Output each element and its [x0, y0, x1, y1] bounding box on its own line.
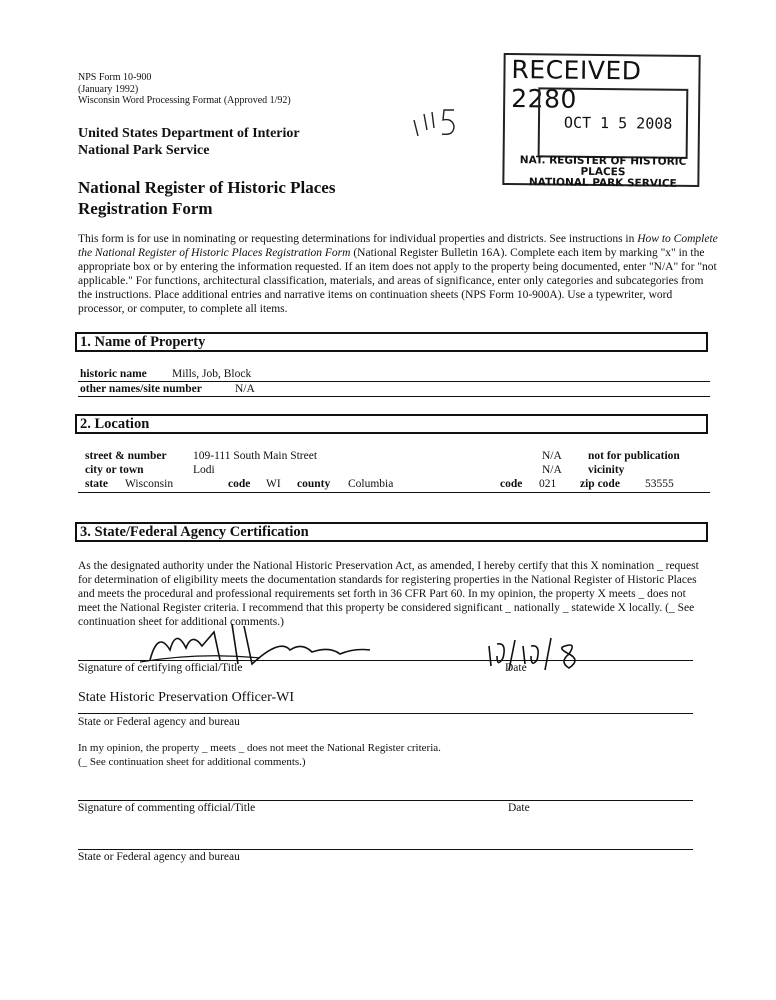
- section-3-title: 3. State/Federal Agency Certification: [80, 524, 309, 540]
- title-line-2: Registration Form: [78, 199, 213, 218]
- title-line-1: National Register of Historic Places: [78, 178, 336, 197]
- divider: [78, 396, 710, 397]
- handwritten-number: [410, 106, 466, 140]
- form-number: NPS Form 10-900: [78, 72, 152, 83]
- intro-text-1: This form is for use in nominating or requesting determinations for individual properties and districts. See instructions in: [78, 233, 638, 245]
- agency-label: State or Federal agency and bureau: [78, 716, 240, 728]
- certifying-signature-label: Signature of certifying official/Title: [78, 662, 243, 674]
- other-names-value: N/A: [235, 383, 255, 395]
- form-title: [78, 177, 335, 219]
- handwritten-date: [485, 636, 595, 676]
- stamp-date: OCT 1 5 2008: [563, 113, 673, 133]
- received-stamp: [502, 53, 700, 190]
- not-for-publication: not for publication: [588, 450, 680, 462]
- commenting-date-label: Date: [508, 802, 530, 814]
- continuation-note: (_ See continuation sheet for additional comments.): [78, 756, 306, 768]
- street-label: street & number: [85, 450, 167, 462]
- instructions-paragraph: [78, 232, 718, 316]
- county-code-value: 021: [539, 478, 557, 490]
- section-2-title: 2. Location: [80, 416, 150, 432]
- form-header: [78, 72, 291, 107]
- officer-title: State Historic Preservation Officer-WI: [78, 690, 294, 705]
- signature-line: [78, 660, 693, 661]
- form-format: Wisconsin Word Processing Format (Approved 1/92): [78, 95, 291, 106]
- county-value: Columbia: [348, 478, 394, 490]
- stamp-agency: [504, 155, 701, 190]
- historic-name-label: historic name: [80, 368, 147, 380]
- agency-line: [78, 713, 693, 714]
- state-value: Wisconsin: [125, 478, 174, 490]
- city-label: city or town: [85, 464, 144, 476]
- stamp-received-text: RECEIVED 2280: [511, 55, 642, 114]
- agency-label-2: State or Federal agency and bureau: [78, 851, 240, 863]
- street-value: 109-111 South Main Street: [193, 450, 318, 462]
- county-label: county: [297, 478, 331, 490]
- form-date: (January 1992): [78, 83, 139, 95]
- divider: [78, 492, 710, 493]
- zip-value: 53555: [645, 478, 674, 490]
- stamp-line-2: NATIONAL PARK SERVICE: [528, 176, 677, 190]
- vicinity-label: vicinity: [588, 464, 625, 476]
- zip-label: zip code: [580, 478, 620, 490]
- agency-header: [78, 125, 300, 159]
- intro-text-italic: How to Complete the National Register of Historic Places Registration Form: [78, 233, 718, 259]
- state-code-label: code: [228, 478, 251, 490]
- city-na: N/A: [542, 464, 562, 476]
- section-1-title: 1. Name of Property: [80, 334, 206, 350]
- opinion-text: In my opinion, the property _ meets _ does not meet the National Register criteria.: [78, 742, 441, 754]
- section-2-header: [75, 414, 708, 434]
- street-na: N/A: [542, 450, 562, 462]
- service-name: National Park Service: [78, 143, 210, 158]
- agency-line-2: [78, 849, 693, 850]
- certification-text: As the designated authority under the National Historic Preservation Act, as amended, I hereby certify that this X nomination _ request for determination of eligibility meets the documentation standards for registering properties in the National Register of Historic Places and meets the procedural and professional requirements set forth in 36 CFR Part 60. In my opinion, the property X meets _ does not meet the National Register criteria. I recommend that this property be considered significant _ nationally _ statewide X locally. (_ See continuation sheet for additional comments.): [78, 560, 699, 628]
- city-value: Lodi: [193, 464, 215, 476]
- section-3-header: [75, 522, 708, 542]
- stamp-line-1: NAT. REGISTER OF HISTORIC PLACES: [519, 154, 687, 179]
- stamp-date-box: [538, 87, 689, 159]
- commenting-signature-label: Signature of commenting official/Title: [78, 802, 256, 814]
- commenting-line: [78, 800, 693, 801]
- state-code-value: WI: [266, 478, 281, 490]
- divider: [78, 381, 710, 382]
- certifying-date-label: Date: [505, 662, 527, 674]
- county-code-label: code: [500, 478, 523, 490]
- section-1-header: [75, 332, 708, 352]
- state-label: state: [85, 478, 108, 490]
- department-name: United States Department of Interior: [78, 126, 300, 141]
- historic-name-value: Mills, Job, Block: [172, 368, 252, 380]
- other-names-label: other names/site number: [80, 383, 202, 395]
- intro-text-2: (National Register Bulletin 16A). Complete each item by marking "x" in the appropriate box or by entering the information requested. If an item does not apply to the property being documented, enter "N/A" for "not applicable." For functions, architectural classification, materials, and areas of significance, enter only categories and subcategories from the instructions. Place additional entries and narrative items on continuation sheets (NPS Form 10-900A). Use a typewriter, word processor, or computer, to complete all items.: [78, 247, 717, 315]
